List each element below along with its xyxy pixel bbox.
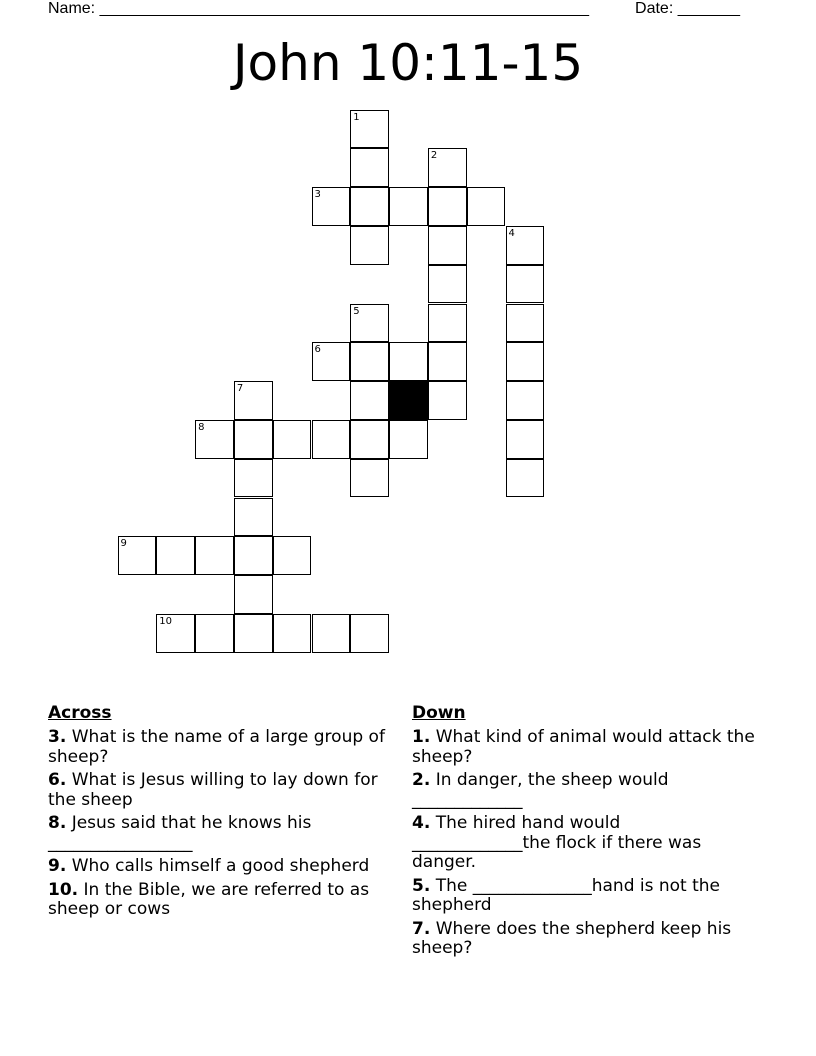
crossword-cell[interactable] — [350, 187, 389, 226]
down-clue — [412, 814, 757, 873]
crossword-cell[interactable] — [234, 614, 273, 653]
crossword-cell[interactable] — [195, 536, 234, 575]
cell-number: 3 — [314, 189, 321, 201]
cell-number: 5 — [353, 305, 360, 317]
crossword-cell[interactable] — [428, 304, 467, 343]
crossword-cell[interactable] — [273, 536, 312, 575]
across-clue — [48, 771, 398, 810]
crossword-cell[interactable] — [350, 110, 389, 149]
crossword-cell[interactable] — [428, 381, 467, 420]
name-field[interactable]: Name: _______________________________________________________ — [48, 0, 589, 17]
clue-number: 5. — [412, 875, 431, 896]
down-clue — [412, 771, 757, 810]
across-heading: Across — [48, 703, 112, 723]
crossword-cell[interactable] — [350, 226, 389, 265]
across-clue — [48, 881, 398, 920]
crossword-cell[interactable] — [389, 342, 428, 381]
clue-text: What is Jesus willing to lay down for the sheep — [48, 770, 378, 810]
crossword-cell[interactable] — [506, 304, 545, 343]
clue-number: 6. — [48, 770, 67, 790]
clue-number: 7. — [412, 918, 431, 939]
crossword-cell[interactable] — [350, 459, 389, 498]
crossword-cell[interactable] — [156, 614, 195, 653]
clue-text: Where does the shepherd keep his sheep? — [412, 918, 732, 958]
crossword-cell[interactable] — [350, 304, 389, 343]
down-clue — [412, 877, 757, 916]
crossword-cell[interactable] — [428, 342, 467, 381]
crossword-cell[interactable] — [118, 536, 157, 575]
across-clues — [48, 702, 398, 924]
cell-number: 7 — [236, 383, 244, 395]
crossword-cell[interactable] — [506, 226, 545, 265]
crossword-cell[interactable] — [428, 187, 467, 226]
crossword-cell[interactable] — [506, 342, 545, 381]
clue-number: 4. — [412, 813, 431, 833]
crossword-cell[interactable] — [234, 381, 273, 420]
cell-number: 10 — [159, 615, 173, 627]
crossword-block — [389, 381, 428, 420]
crossword-cell[interactable] — [350, 420, 389, 459]
clue-text: Who calls himself a good shepherd — [71, 856, 370, 876]
crossword-cell[interactable] — [156, 536, 195, 575]
down-clues — [412, 702, 757, 963]
clue-number: 1. — [412, 727, 431, 747]
clue-text: What is the name of a large group of sheep? — [48, 727, 385, 767]
clue-text: What kind of animal would attack the sheep? — [412, 727, 755, 767]
cell-number: 9 — [120, 538, 127, 550]
crossword-cell[interactable] — [389, 187, 428, 226]
crossword-cell[interactable] — [312, 420, 351, 459]
crossword-cell[interactable] — [234, 498, 273, 537]
down-clue — [412, 920, 757, 959]
crossword-cell[interactable] — [506, 459, 545, 498]
across-clue — [48, 728, 398, 767]
clue-number: 9. — [48, 856, 67, 876]
across-clue — [48, 857, 398, 877]
crossword-cell[interactable] — [273, 614, 312, 653]
clue-text: Jesus said that he knows his _________________ — [48, 813, 312, 853]
crossword-cell[interactable] — [506, 420, 545, 459]
down-heading: Down — [412, 703, 466, 723]
crossword-cell[interactable] — [467, 187, 506, 226]
cell-number: 6 — [314, 344, 321, 356]
clue-number: 10. — [48, 879, 79, 900]
crossword-cell[interactable] — [195, 614, 234, 653]
clue-text: In the Bible, we are referred to as sheep or cows — [48, 879, 370, 919]
crossword-cell[interactable] — [350, 342, 389, 381]
crossword-cell[interactable] — [389, 420, 428, 459]
page-title: John 10:11-15 — [232, 34, 584, 92]
crossword-cell[interactable] — [506, 381, 545, 420]
crossword-cell[interactable] — [195, 420, 234, 459]
name-date-line — [48, 0, 740, 20]
crossword-cell[interactable] — [273, 420, 312, 459]
crossword-cell[interactable] — [350, 381, 389, 420]
crossword-cell[interactable] — [428, 265, 467, 304]
crossword-cell[interactable] — [428, 226, 467, 265]
clue-number: 3. — [48, 727, 67, 747]
crossword-cell[interactable] — [312, 342, 351, 381]
clue-number: 8. — [48, 813, 67, 833]
cell-number: 4 — [508, 227, 515, 239]
clue-text: The ______________hand is not the shepherd — [412, 875, 721, 915]
clue-text: The hired hand would _____________the flock if there was danger. — [412, 813, 702, 872]
date-field[interactable]: Date: _______ — [635, 0, 740, 17]
crossword-cell[interactable] — [350, 148, 389, 187]
cell-number: 2 — [430, 150, 438, 162]
crossword-cell[interactable] — [234, 536, 273, 575]
crossword-cell[interactable] — [428, 148, 467, 187]
crossword-cell[interactable] — [312, 614, 351, 653]
clue-text: In danger, the sheep would _____________ — [412, 770, 669, 810]
crossword-cell[interactable] — [234, 575, 273, 614]
down-clue — [412, 728, 757, 767]
crossword-cell[interactable] — [506, 265, 545, 304]
across-clue — [48, 814, 398, 853]
crossword-cell[interactable] — [234, 420, 273, 459]
crossword-cell[interactable] — [234, 459, 273, 498]
crossword-cell[interactable] — [312, 187, 351, 226]
clue-number: 2. — [412, 770, 431, 790]
cell-number: 8 — [198, 421, 205, 433]
cell-number: 1 — [353, 111, 360, 123]
crossword-cell[interactable] — [350, 614, 389, 653]
